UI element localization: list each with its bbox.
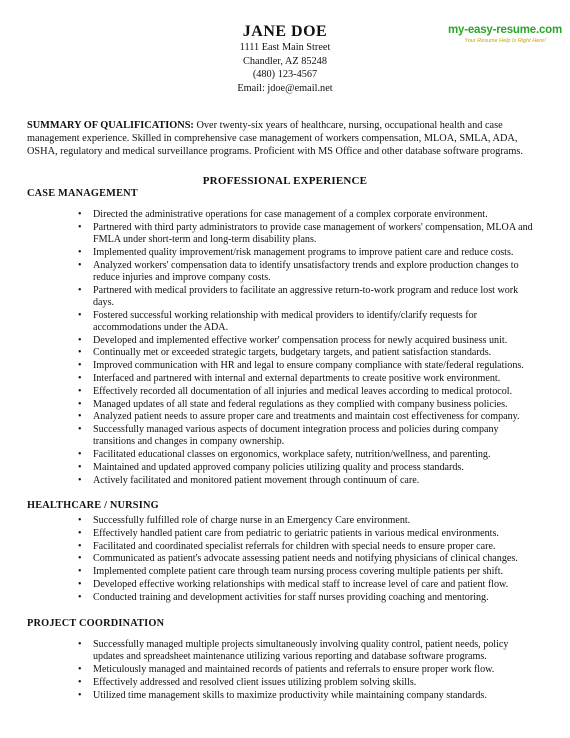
bullet-item: • Communicated as patient's advocate assessing patient needs and notifying physicians of clinical changes. — [78, 553, 538, 565]
section-title: PROFESSIONAL EXPERIENCE — [202, 175, 368, 187]
email-address: Email: jdoe@email.net — [237, 82, 333, 94]
subheading-project-coordination: PROJECT COORDINATION — [27, 618, 165, 629]
bullet-item: • Analyzed workers' compensation data to identify unsatisfactory trends and explore production changes to reduce injuries and improve company costs. — [78, 260, 538, 284]
bullet-item: • Implemented complete patient care through team nursing process covering multiple patients per shift. — [78, 566, 538, 578]
bullet-item: • Maintained and updated approved company policies utilizing quality and process standards. — [78, 462, 538, 474]
bullet-item: • Continually met or exceeded strategic targets, budgetary targets, and patient satisfaction standards. — [78, 347, 538, 359]
bullet-item: • Interfaced and partnered with internal and external departments to create positive work environment. — [78, 373, 538, 385]
bullet-item: • Partnered with third party administrators to provide case management of workers' compensation, MLOA and FMLA under short-term and long-term disability plans. — [78, 222, 538, 246]
bullet-item: • Facilitated and coordinated specialist referrals for children with special needs to ensure proper care. — [78, 541, 538, 553]
bullet-item: • Managed updates of all state and federal regulations as they complied with company business policies. — [78, 399, 538, 411]
bullet-item: • Developed effective working relationships with medical staff to increase level of care and patient flow. — [78, 579, 538, 591]
street-address: 1111 East Main Street — [239, 42, 331, 53]
summary-text: Over twenty-six years of healthcare, nursing, occupational health and case management experience. Skilled in comprehensive case management of workers compensation, MLOA, SMLA, ADA, OSHA, regulatory and medical surveillance programs. Proficient with MS Office and other database software programs. — [27, 120, 523, 157]
bullet-item: • Facilitated educational classes on ergonomics, workplace safety, nutrition/wellness, and parenting. — [78, 449, 538, 461]
bullet-item: • Meticulously managed and maintained records of patients and referrals to ensure proper work flow. — [78, 664, 538, 676]
bullet-item: • Improved communication with HR and legal to ensure company compliance with state/federal regulations. — [78, 360, 538, 372]
city-state-zip: Chandler, AZ 85248 — [243, 55, 327, 67]
case-management-list — [78, 209, 538, 488]
logo-tagline: Your Resume Help Is Right Here! — [464, 38, 546, 44]
bullet-item: • Fostered successful working relationship with medical providers to identify/clarify requests for accommodations under the ADA. — [78, 310, 538, 334]
bullet-item: • Conducted training and development activities for staff nurses providing coaching and mentoring. — [78, 592, 538, 604]
bullet-item: • Actively facilitated and monitored patient movement through continuum of care. — [78, 475, 538, 487]
summary-label: SUMMARY OF QUALIFICATIONS: — [27, 120, 194, 131]
bullet-item: • Successfully fulfilled role of charge nurse in an Emergency Care environment. — [78, 515, 538, 527]
bullet-item: • Directed the administrative operations for case management of a complex corporate environment. — [78, 209, 538, 221]
bullet-item: • Utilized time management skills to maximize productivity while maintaining company standards. — [78, 690, 538, 702]
bullet-item: • Developed and implemented effective worker' compensation process for newly acquired business unit. — [78, 335, 538, 347]
healthcare-nursing-list — [78, 515, 538, 605]
bullet-item: • Effectively recorded all documentation of all injuries and medical leaves according to medical protocol. — [78, 386, 538, 398]
bullet-item: • Analyzed patient needs to assure proper care and treatments and maintain cost effectiveness for company. — [78, 411, 538, 423]
bullet-item: • Successfully managed various aspects of document integration process and policies during company transitions and changes in company ownership. — [78, 424, 538, 448]
project-coordination-list — [78, 639, 538, 702]
phone-number: (480) 123-4567 — [252, 69, 318, 81]
subheading-case-management: CASE MANAGEMENT — [27, 188, 138, 199]
bullet-item: • Effectively addressed and resolved client issues utilizing problem solving skills. — [78, 677, 538, 689]
bullet-item: • Implemented quality improvement/risk management programs to improve patient care and reduce costs. — [78, 247, 538, 259]
bullet-item: • Successfully managed multiple projects simultaneously involving quality control, patient needs, policy updates and spreadsheet maintenance utilizing various reporting and database software programs. — [78, 639, 538, 663]
subheading-healthcare-nursing: HEALTHCARE / NURSING — [27, 500, 159, 511]
bullet-item: • Effectively handled patient care from pediatric to geriatric patients in various medical environments. — [78, 528, 538, 540]
candidate-name: JANE DOE — [242, 23, 328, 40]
site-logo — [447, 24, 563, 45]
logo-wordmark: my-easy-resume.com — [447, 24, 563, 36]
summary-of-qualifications — [27, 119, 537, 158]
bullet-item: • Partnered with medical providers to facilitate an aggressive return-to-work program and reduce lost work days. — [78, 285, 538, 309]
